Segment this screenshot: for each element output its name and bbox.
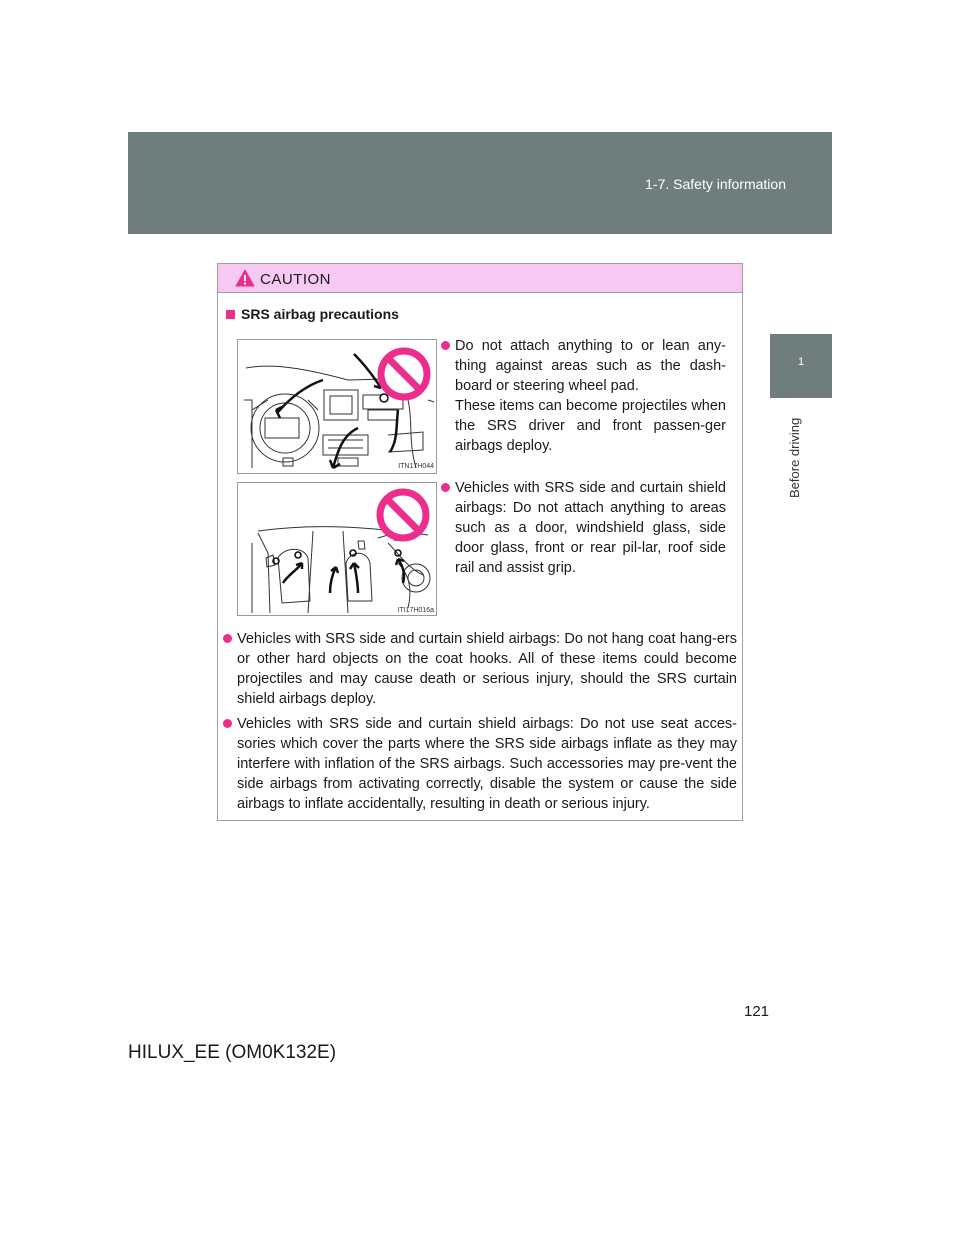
model-code: HILUX_EE (OM0K132E) (128, 1042, 337, 1063)
figure-code: ITN17H044 (398, 463, 434, 470)
bullet-item (237, 629, 737, 709)
bullet-dot-icon (223, 719, 232, 728)
caution-box (217, 263, 743, 821)
bullet-item (455, 336, 726, 456)
dashboard-figure (237, 339, 437, 474)
section-title: 1-7. Safety information (645, 176, 786, 192)
bullet-paragraph: Vehicles with SRS side and curtain shield airbags: Do not hang coat hang-ers or other hard objects on the coat hooks. All of these items could become projectiles and may cause death or serious injury, should the SRS curtain shield airbags deploy. (237, 631, 737, 707)
bullet-item (455, 478, 726, 578)
header-band (128, 132, 832, 234)
bullet-dot-icon (223, 634, 232, 643)
section-heading (226, 306, 399, 322)
bullet-dot-icon (441, 483, 450, 492)
bullet-paragraph: Vehicles with SRS side and curtain shield airbags: Do not use seat acces-sories which cover the parts where the SRS side airbags inflate as they may interfere with inflation of the SRS airbags. Such accessories may pre-vent the side airbags from activating correctly, disable the system or cause the side airbags to inflate accidentally, resulting in death or serious injury. (237, 716, 737, 812)
dashboard-illustration (238, 340, 437, 474)
bullet-paragraph: Vehicles with SRS side and curtain shield airbags: Do not attach anything to areas such as a door, windshield glass, side door glass, front or rear pil-lar, roof side rail and assist grip. (455, 480, 726, 576)
caution-title: CAUTION (260, 271, 331, 288)
chapter-number: 1 (797, 356, 805, 368)
prohibition-icon (381, 351, 427, 397)
bullet-item (237, 714, 737, 814)
warning-triangle-icon (235, 269, 255, 287)
page-number: 121 (744, 1003, 770, 1020)
bullet-paragraph: These items can become projectiles when the SRS driver and front passen-ger airbags deploy. (455, 398, 726, 454)
square-bullet-icon (226, 310, 235, 319)
bullet-dot-icon (441, 341, 450, 350)
section-heading-text: SRS airbag precautions (241, 306, 399, 322)
cabin-figure (237, 482, 437, 616)
caution-header (218, 264, 742, 293)
chapter-label: Before driving (787, 417, 802, 498)
cabin-illustration (238, 483, 437, 616)
chapter-tab (770, 334, 832, 398)
figure-code: ITI17H016a (397, 607, 434, 614)
bullet-paragraph: Do not attach anything to or lean any-thing against areas such as the dash-board or steering wheel pad. (455, 338, 726, 394)
prohibition-icon (380, 492, 426, 538)
